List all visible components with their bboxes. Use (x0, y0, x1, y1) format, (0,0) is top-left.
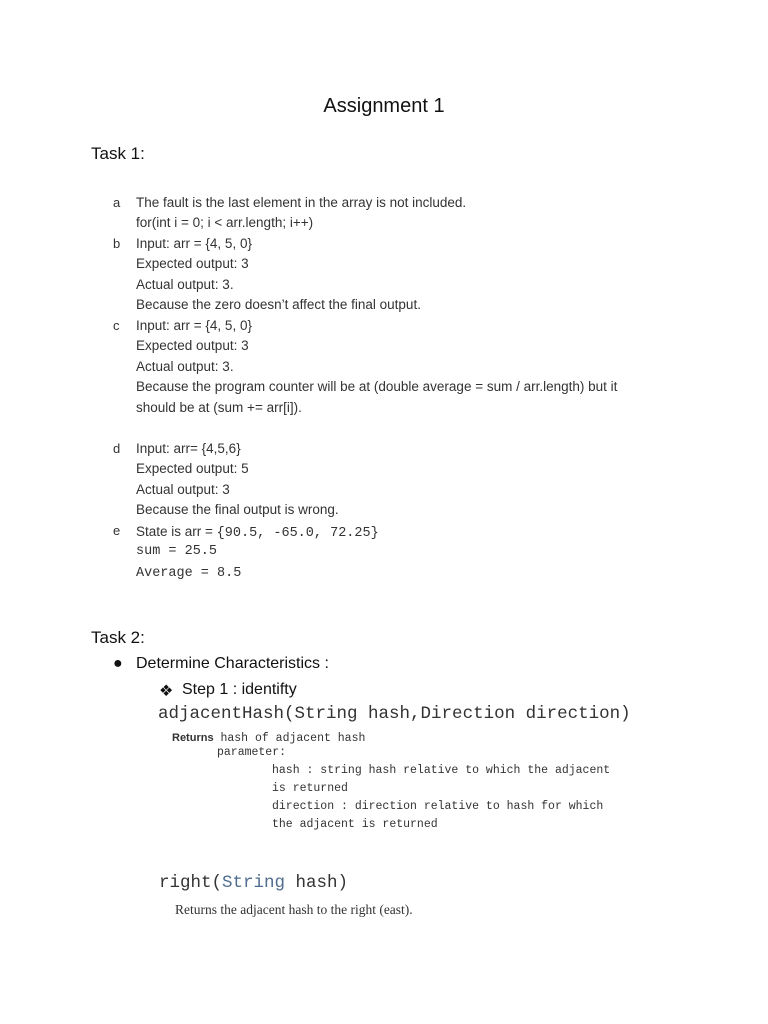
method-name: adjacentHash( (158, 704, 295, 724)
method-signature-adjacenthash (158, 704, 631, 724)
bullet-dot: ● (113, 655, 123, 672)
method2-param-type: String (222, 873, 286, 893)
item-d-line-3: Actual output: 3 (136, 482, 230, 497)
item-c-line-1: Input: arr = {4, 5, 0} (136, 318, 252, 333)
item-b-line-3: Actual output: 3. (136, 277, 234, 292)
item-b-line-1: Input: arr = {4, 5, 0} (136, 236, 252, 251)
bullet-determine-characteristics: Determine Characteristics : (136, 655, 329, 672)
task1-heading: Task 1: (91, 144, 145, 163)
list-marker-b: b (113, 236, 121, 251)
param-line-3: direction : direction relative to hash for which (272, 800, 604, 813)
item-e-sum: sum = 25.5 (136, 544, 218, 559)
method-signature-right (159, 873, 348, 893)
item-a-line-1: The fault is the last element in the array is not included. (136, 195, 467, 210)
method-params: hash,Direction direction) (357, 704, 631, 724)
item-c-line-5: should be at (sum += arr[i]). (136, 400, 302, 415)
item-b-line-2: Expected output: 3 (136, 256, 249, 271)
sub-bullet-diamond: ❖ (159, 683, 174, 700)
item-c-line-4: Because the program counter will be at (double average = sum / arr.length) but it (136, 379, 618, 394)
method2-description: Returns the adjacent hash to the right (east). (175, 902, 413, 917)
list-marker-c: c (113, 318, 120, 333)
list-marker-e: e (113, 523, 121, 538)
list-marker-d: d (113, 441, 121, 456)
item-d-line-2: Expected output: 5 (136, 461, 249, 476)
method2-params: hash) (285, 873, 349, 893)
item-c-line-3: Actual output: 3. (136, 359, 234, 374)
parameter-label: parameter: (217, 746, 287, 759)
task2-heading: Task 2: (91, 628, 145, 647)
item-e-state-line (136, 523, 379, 541)
returns-label: Returns (172, 732, 214, 744)
returns-line (172, 728, 365, 746)
item-b-line-4: Because the zero doesn’t affect the final output. (136, 297, 421, 312)
method-param-type: String (294, 704, 358, 724)
param-line-4: the adjacent is returned (272, 818, 438, 831)
item-a-line-2: for(int i = 0; i < arr.length; i++) (136, 215, 314, 230)
item-e-state-value: {90.5, -65.0, 72.25} (216, 526, 379, 541)
document-title: Assignment 1 (323, 95, 445, 117)
step-1-label: Step 1 : identifty (182, 681, 297, 698)
param-line-1: hash : string hash relative to which the adjacent (272, 764, 611, 777)
item-e-prefix: State is arr = (136, 524, 217, 539)
item-e-average: Average = 8.5 (136, 566, 242, 581)
list-marker-a: a (113, 195, 121, 210)
method2-name: right( (159, 873, 223, 893)
returns-text: hash of adjacent hash (213, 732, 366, 745)
item-d-line-1: Input: arr= {4,5,6} (136, 441, 241, 456)
param-line-2: is returned (272, 782, 348, 795)
item-d-line-4: Because the final output is wrong. (136, 502, 339, 517)
item-c-line-2: Expected output: 3 (136, 338, 249, 353)
